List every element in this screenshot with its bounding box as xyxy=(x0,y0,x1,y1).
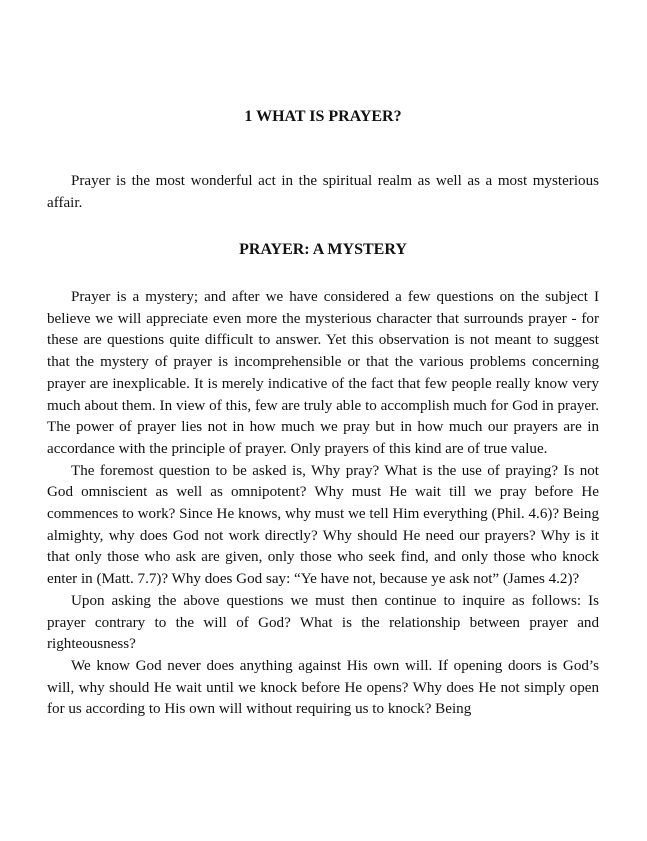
body-paragraph-4: We know God never does anything against His own will. If opening doors is God’s will, why should He wait until we knock before He opens? Why does He not simply open for us according to His own will without requiring us to knock? Being xyxy=(47,657,599,718)
section-body xyxy=(47,287,599,721)
body-paragraph-3: Upon asking the above questions we must then continue to inquire as follows: Is prayer contrary to the will of God? What is the relationship between prayer and righteousness? xyxy=(47,592,599,653)
body-paragraph-1: Prayer is a mystery; and after we have considered a few questions on the subject I believe we will appreciate even more the mysterious character that surrounds prayer - for these are questions quite difficult to answer. Yet this observation is not meant to suggest that the mystery of prayer is incomprehensible or that the various problems concerning prayer are inexplicable. It is merely indicative of the fact that few people really know very much about them. In view of this, few are truly able to accomplish much for God in prayer. The power of prayer lies not in how much we pray but in how much our prayers are in accordance with the principle of prayer. Only prayers of this kind are of true value. xyxy=(47,289,599,457)
body-paragraph-2: The foremost question to be asked is, Why pray? What is the use of praying? Is not God omniscient as well as omnipotent? Why must He wait till we pray before He commences to work? Since He knows, why must we tell Him everything (Phil. 4.6)? Being almighty, why does God not work directly? Why should He need our prayers? Why is it that only those who ask are given, only those who seek find, and only those who knock enter in (Matt. 7.7)? Why does God say: “Ye have not, because ye ask not” (James 4.2)? xyxy=(47,462,599,588)
intro-paragraph: Prayer is the most wonderful act in the spiritual realm as well as a most mysterious affair. xyxy=(47,173,599,211)
chapter-title: 1 WHAT IS PRAYER? xyxy=(244,108,402,125)
section-title: PRAYER: A MYSTERY xyxy=(239,241,407,258)
chapter-intro xyxy=(47,171,599,214)
